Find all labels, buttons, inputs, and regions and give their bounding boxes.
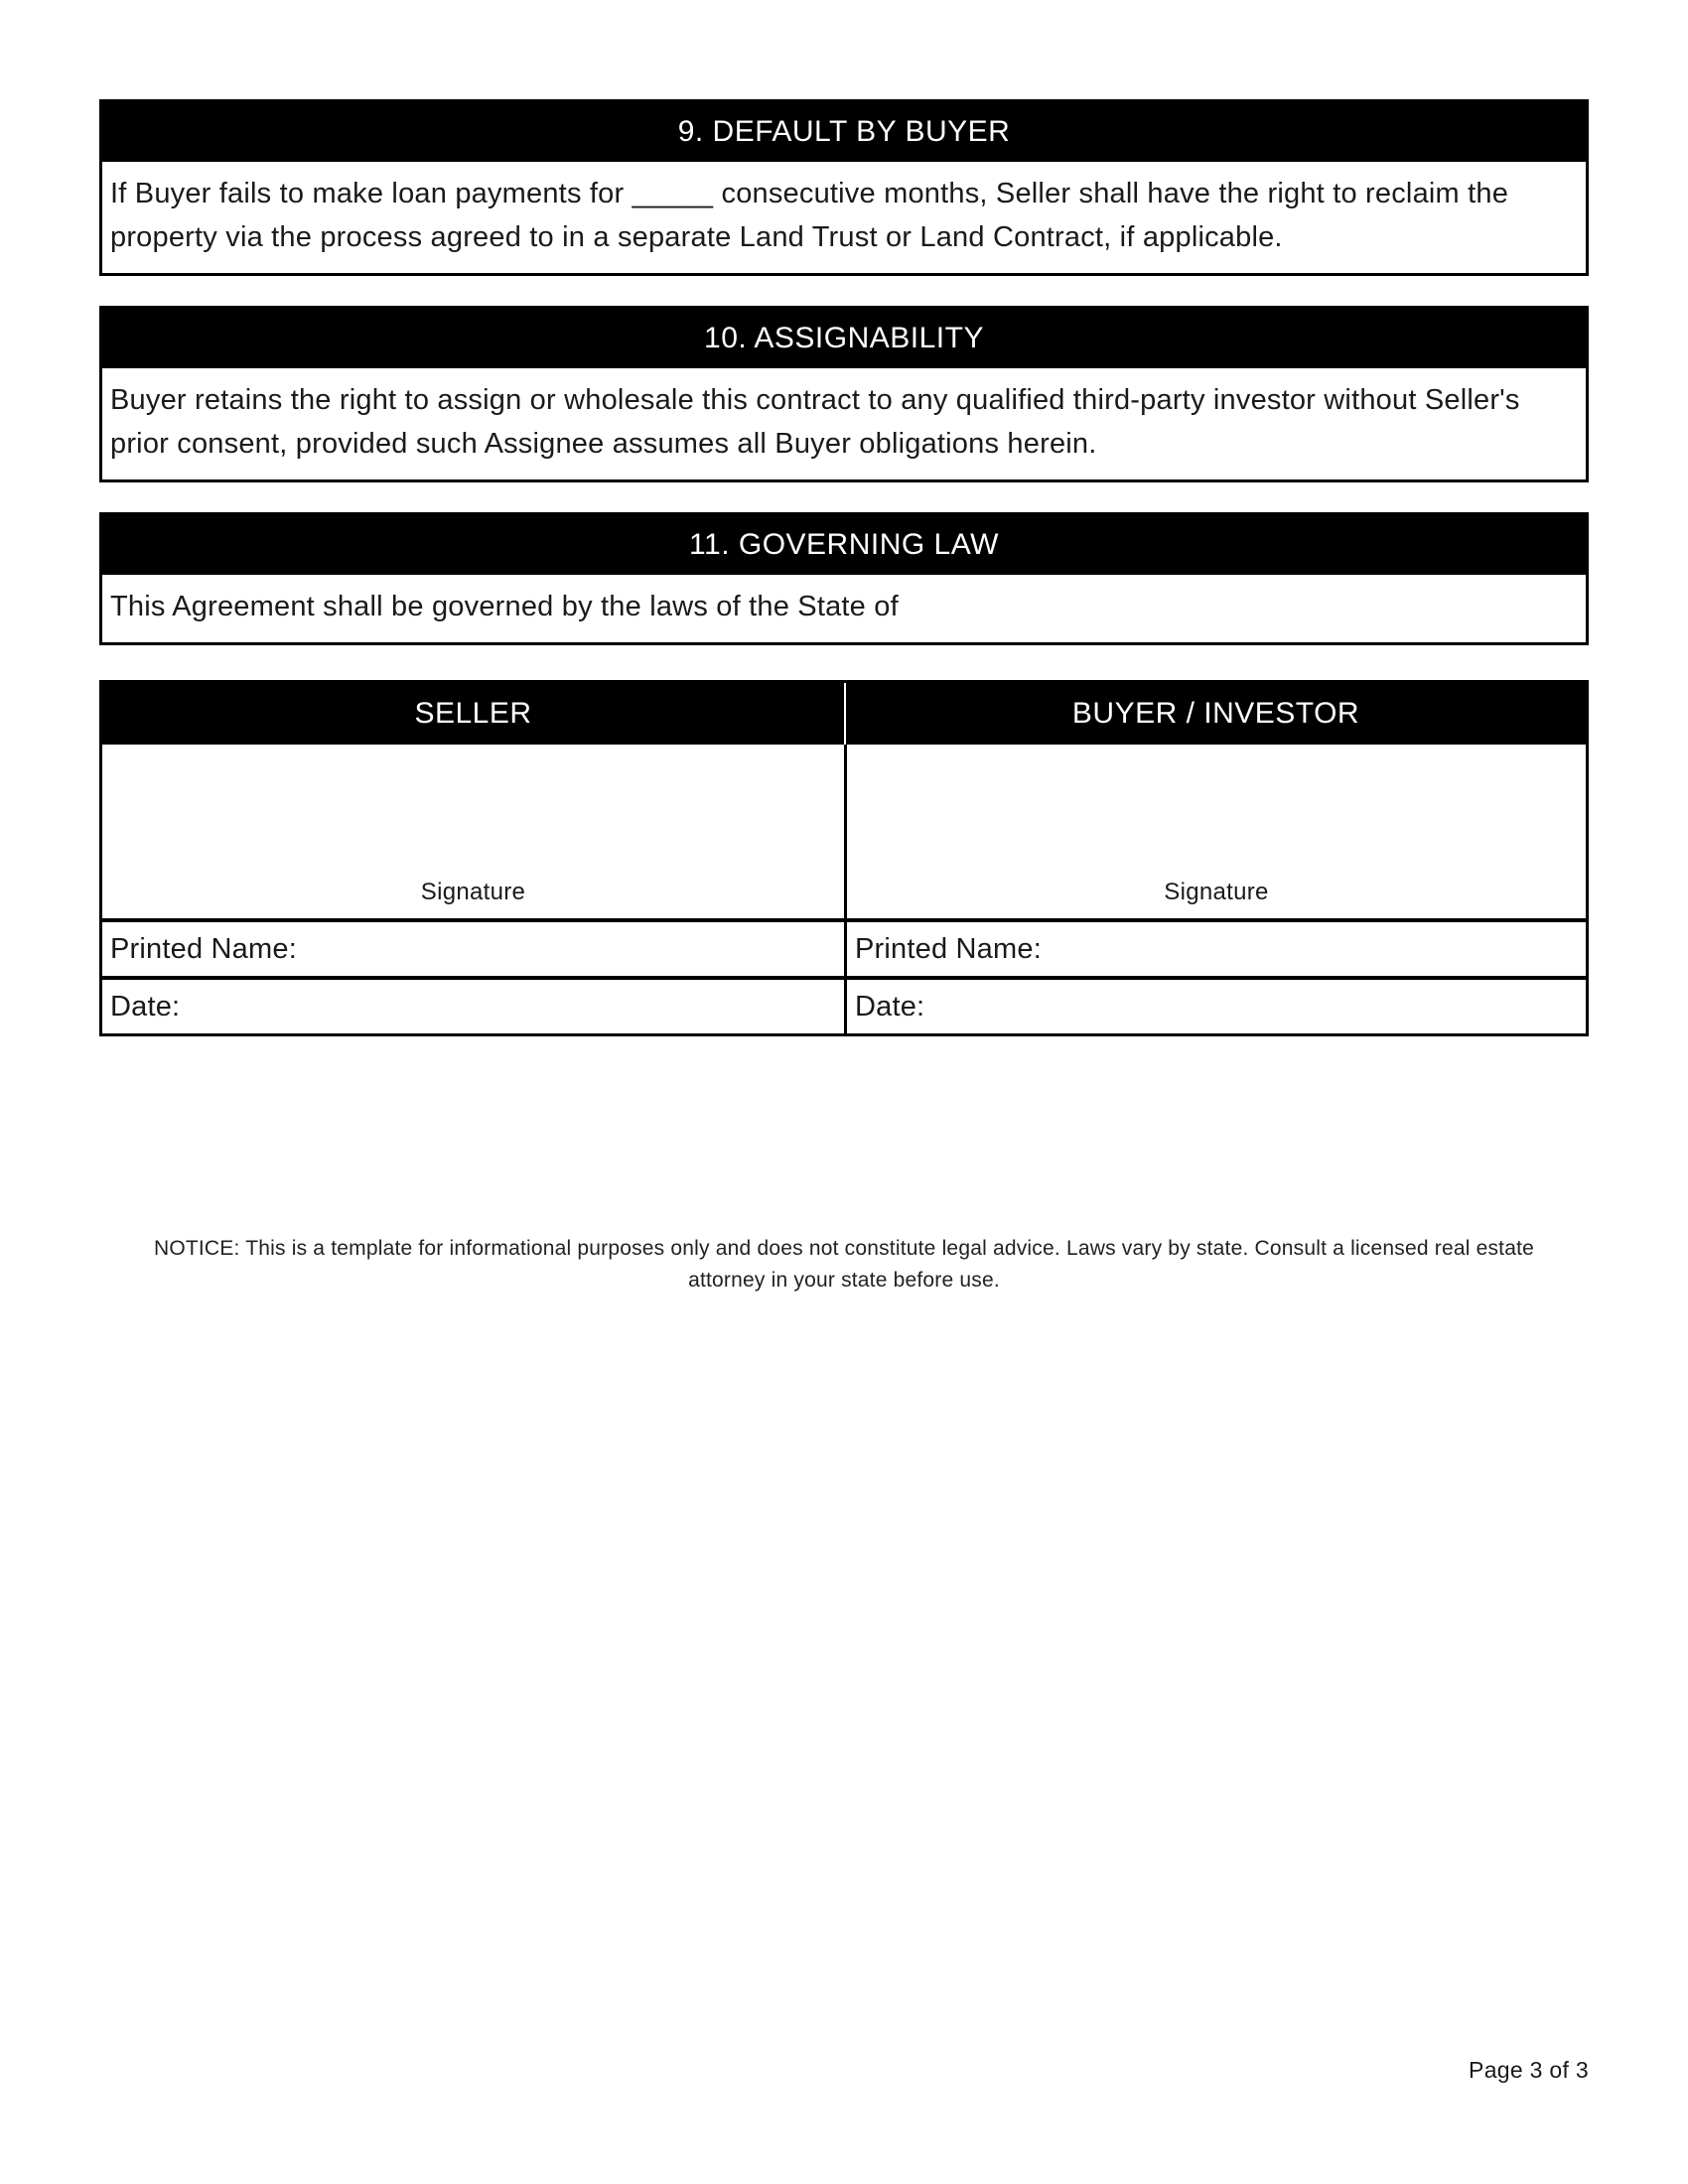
section-title-assignability: 10. ASSIGNABILITY [102,309,1586,368]
section-title-default-by-buyer: 9. DEFAULT BY BUYER [102,102,1586,162]
section-title-governing-law: 11. GOVERNING LAW [102,515,1586,575]
signature-header-seller: SELLER [102,683,844,745]
section-default-by-buyer [99,99,1589,276]
section-body-default-by-buyer: If Buyer fails to make loan payments for _____ consecutive months, Seller shall have the right to reclaim the property via the process agreed to in a separate Land Trust or Land Contract, if applicable. [110,178,1509,253]
date-field-seller: Date: [102,976,844,1033]
legal-notice: NOTICE: This is a template for informational purposes only and does not constitute legal advice. Laws vary by state. Consult a licensed real estate attorney in your state before use. [153,1237,1535,1292]
signature-caption-buyer: Signature [1164,879,1269,905]
page-number: Page 3 of 3 [1469,2057,1589,2083]
section-governing-law [99,512,1589,645]
printed-name-field-seller: Printed Name: [102,918,844,976]
section-body-assignability: Buyer retains the right to assign or wholesale this contract to any qualified third-party investor without Seller's prior consent, provided such Assignee assumes all Buyer obligations herein. [110,384,1520,460]
signature-area-buyer [844,745,1586,918]
section-assignability [99,306,1589,482]
signature-table [99,680,1589,1036]
section-body-governing-law: This Agreement shall be governed by the laws of the State of [110,591,899,622]
document-content [99,0,1589,1297]
date-field-buyer: Date: [844,976,1586,1033]
signature-area-seller [102,745,844,918]
printed-name-field-buyer: Printed Name: [844,918,1586,976]
signature-caption-seller: Signature [420,879,526,905]
signature-header-buyer-investor: BUYER / INVESTOR [844,683,1586,745]
